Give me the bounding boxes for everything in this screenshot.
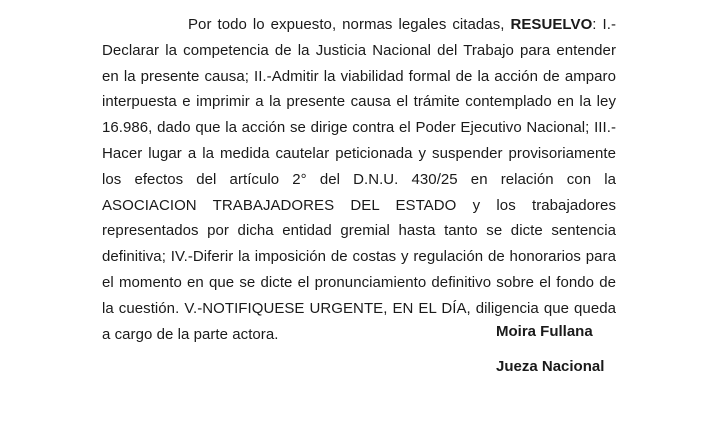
resolution-paragraph bbox=[102, 12, 616, 347]
paragraph-lead: Por todo lo expuesto, normas legales citadas, bbox=[188, 16, 511, 33]
paragraph-body: : I.- Declarar la competencia de la Justicia Nacional del Trabajo para entender en la presente causa; II.-Admitir la viabilidad formal de la acción de amparo interpuesta e imprimir a la presente causa el trámite contemplado en la ley 16.986, dado que la acción se dirige contra el Poder Ejecutivo Nacional; III.- Hacer lugar a la medida cautelar peticionada y suspender provisoriamente los efectos del artículo 2° del D.N.U. 430/25 en relación con la ASOCIACION TRABAJADORES DEL ESTADO y los trabajadores representados por dicha entidad gremial hasta tanto se dicte sentencia definitiva; IV.-Diferir la imposición de costas y regulación de honorarios para el momento en que se dicte el pronunciamiento definitivo sobre el fondo de la cuestión. V.-NOTIFIQUESE URGENTE, EN EL DÍA, diligencia que queda a cargo de la parte actora. bbox=[102, 16, 616, 343]
signature-title: Jueza Nacional bbox=[496, 358, 605, 375]
signature-name: Moira Fullana bbox=[496, 323, 593, 340]
resuelvo-keyword: RESUELVO bbox=[510, 16, 593, 33]
